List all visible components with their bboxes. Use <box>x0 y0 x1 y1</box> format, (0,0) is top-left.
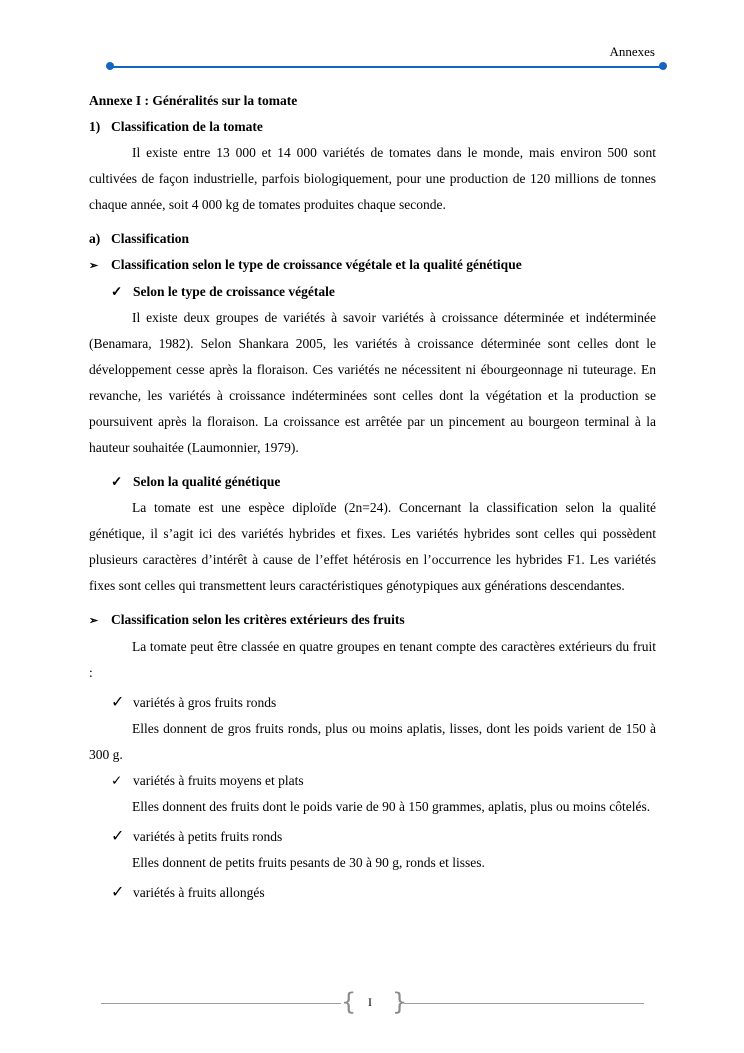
subsection-heading <box>89 226 656 252</box>
growth-type-paragraph: Il existe deux groupes de variétés à savoir variétés à croissance déterminée et indéterminée (Benamara, 1982). Selon Shankara 2005, les variétés à croissance déterminée sont celles dont le développement cesse après la floraison. Ces variétés ne nécessitent ni ébourgeonnage ni tuteurage. En revanche, les variétés à croissance indéterminées sont celles dont la végétation et la production se poursuivent après la floraison. La croissance est arrêtée par un pincement au bourgeon terminal à la hauteur souhaitée (Laumonnier, 1979). <box>89 310 656 455</box>
right-brace-icon: } <box>392 988 408 1016</box>
subsection-title: Classification <box>111 231 190 246</box>
header-rule <box>109 66 663 68</box>
check-icon: ✓ <box>111 284 123 299</box>
header-rule-dot-right <box>659 62 667 70</box>
group-description: Elles donnent de petits fruits pesants de 30 à 90 g, ronds et lisses. <box>132 855 485 870</box>
check-icon: ✓ <box>111 694 125 711</box>
footer-rule-right <box>404 1003 644 1004</box>
fruit-criteria-paragraph: La tomate peut être classée en quatre groupes en tenant compte des caractères extérieurs du fruit : <box>89 639 656 680</box>
annex-title: Annexe I : Généralités sur la tomate <box>89 93 298 108</box>
subsection-letter: a) <box>89 231 101 246</box>
check-icon: ✓ <box>111 773 123 788</box>
section-title: Classification de la tomate <box>111 119 263 134</box>
header-rule-dot-left <box>106 62 114 70</box>
check-heading-genetic: ✓ Selon la qualité génétique <box>89 469 656 495</box>
check-icon: ✓ <box>111 828 125 845</box>
group-label: ✓ variétés à fruits allongés <box>89 880 656 906</box>
intro-paragraph: Il existe entre 13 000 et 14 000 variétés de tomates dans le monde, mais environ 500 sont cultivées de façon industrielle, parfois biologiquement, pour une production de 120 millions de tonnes chaque année, soit 4 000 kg de tomates produites chaque seconde. <box>89 145 656 212</box>
group-label: ✓ variétés à fruits moyens et plats <box>89 768 656 794</box>
left-brace-icon: { <box>341 988 357 1016</box>
arrow-bullet-icon: ➢ <box>89 260 99 272</box>
group-label: ✓ variétés à petits fruits ronds <box>89 824 656 850</box>
section-number: 1) <box>89 119 101 134</box>
genetic-paragraph: La tomate est une espèce diploïde (2n=24). Concernant la classification selon la qualité génétique, il s’agit ici des variétés hybrides et fixes. Les variétés hybrides sont celles qui possèdent plusieurs caractères d’intérêt à cause de l’effet hétérosis en l’occurrence les hybrides F1. Les variétés fixes sont celles qui transmettent leurs caractéristiques génotypiques aux générations descendantes. <box>89 500 656 593</box>
group-description: Elles donnent de gros fruits ronds, plus ou moins aplatis, lisses, dont les poids varient de 150 à 300 g. <box>89 721 656 762</box>
bullet-heading-fruit-criteria: ➢ Classification selon les critères extérieurs des fruits <box>89 607 656 634</box>
document-body <box>89 88 656 906</box>
header-title: Annexes <box>609 44 655 59</box>
page-footer <box>0 990 744 1018</box>
check-icon: ✓ <box>111 474 123 489</box>
bullet-heading-growth: ➢ Classification selon le type de croissance végétale et la qualité génétique <box>89 252 656 279</box>
group-description: Elles donnent des fruits dont le poids varie de 90 à 150 grammes, aplatis, plus ou moins côtelés. <box>132 799 651 814</box>
check-heading-growth-type: ✓ Selon le type de croissance végétale <box>89 279 656 305</box>
check-icon: ✓ <box>111 884 125 901</box>
arrow-bullet-icon: ➢ <box>89 615 99 627</box>
section-heading <box>89 114 656 140</box>
page-number: I <box>368 995 372 1009</box>
group-label: ✓ variétés à gros fruits ronds <box>89 690 656 716</box>
footer-rule-left <box>101 1003 341 1004</box>
